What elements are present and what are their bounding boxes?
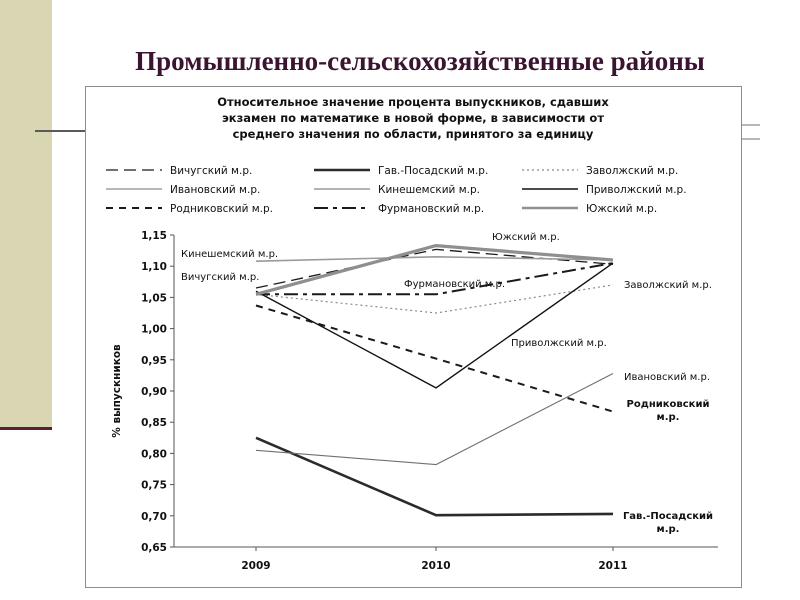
legend-label: Фурмановский м.р.	[378, 203, 485, 215]
chart-title-line: среднего значения по области, принятого за единицу	[232, 127, 594, 141]
chart-frame	[85, 86, 742, 588]
y-tick-label: 0,85	[141, 417, 167, 430]
legend-label: Заволжский м.р.	[586, 165, 679, 177]
y-tick-label: 1,15	[141, 230, 167, 242]
chart-title-line: экзамен по математике в новой форме, в зависимости от	[221, 111, 605, 125]
series-annotation: Гав.-Посадский	[622, 511, 714, 522]
side-rule	[0, 427, 52, 430]
series-annotation: Заволжский м.р.	[624, 280, 712, 291]
series-annotation: Приволжский м.р.	[511, 338, 607, 349]
y-tick-label: 0,80	[141, 448, 167, 461]
series-annotation: Южский м.р.	[492, 232, 560, 243]
title-rule-right	[740, 124, 760, 140]
chart-title-line: Относительное значение процента выпускников, сдавших	[217, 95, 609, 109]
series-annotation: Кинешемский м.р.	[181, 249, 279, 260]
x-tick-label: 2011	[598, 560, 628, 572]
legend-label: Приволжский м.р.	[586, 184, 687, 196]
series-line	[256, 306, 613, 412]
y-tick-label: 0,95	[141, 354, 167, 367]
title-rule-left	[35, 130, 85, 132]
series-annotation: Фурмановский м.р.	[404, 279, 506, 290]
legend-label: Вичугский м.р.	[170, 165, 253, 177]
y-tick-label: 1,10	[141, 261, 167, 274]
y-tick-label: 1,05	[141, 292, 167, 305]
slide-title: Промышленно-сельскохозяйственные районы	[135, 46, 705, 76]
line-chart	[86, 87, 741, 587]
series-line	[256, 257, 613, 261]
y-axis-label: % выпускников	[111, 344, 123, 438]
series-annotation: м.р.	[656, 524, 680, 535]
y-tick-label: 0,75	[141, 479, 167, 492]
y-tick-label: 0,90	[141, 386, 167, 398]
series-annotation: Родниковский	[626, 399, 710, 410]
legend-label: Ивановский м.р.	[170, 184, 261, 196]
x-tick-label: 2009	[241, 560, 271, 572]
legend-label: Родниковский м.р.	[170, 203, 274, 215]
series-annotation: м.р.	[656, 412, 680, 423]
y-tick-label: 0,70	[141, 510, 167, 523]
legend-label: Гав.-Посадский м.р.	[378, 165, 489, 177]
series-annotation: Ивановский м.р.	[624, 372, 711, 383]
legend-label: Кинешемский м.р.	[378, 184, 480, 196]
series-line	[256, 438, 613, 515]
y-tick-label: 1,00	[141, 323, 167, 336]
series-annotation: Вичугский м.р.	[181, 272, 260, 283]
y-tick-label: 0,65	[141, 542, 167, 554]
x-tick-label: 2010	[421, 560, 451, 572]
legend-label: Южский м.р.	[586, 203, 658, 215]
